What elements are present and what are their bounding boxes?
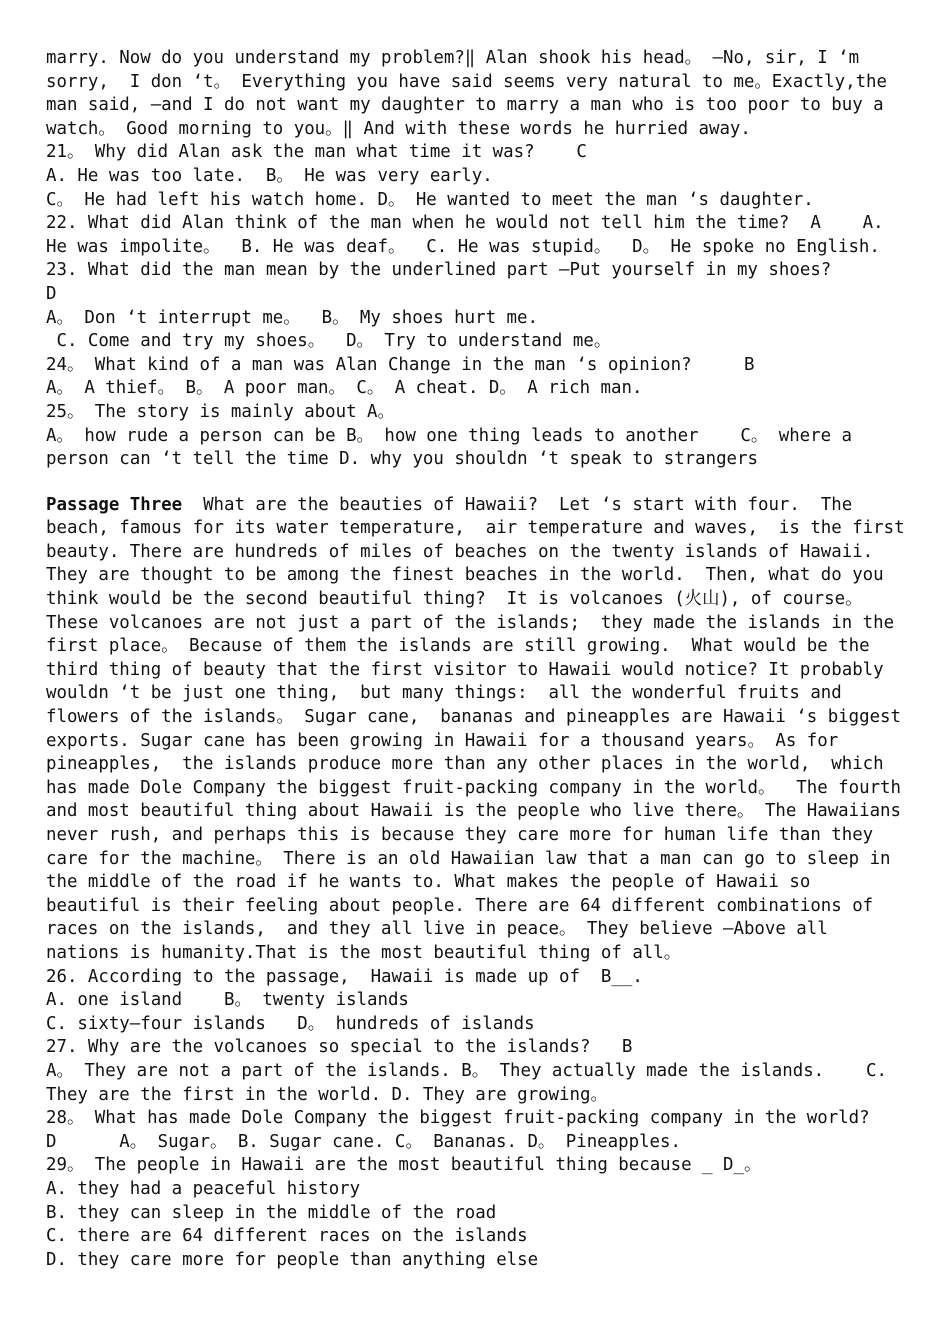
- question-27: 27. Why are the volcanoes so special to the islands? B: [46, 1037, 633, 1058]
- questions-21-25: [46, 141, 916, 471]
- text-line: has made Dole Company the biggest fruit-packing company in the world。 The fourth: [46, 777, 901, 798]
- text-line: the middle of the road if he wants to. What makes the people of Hawaii so: [46, 872, 811, 893]
- passage-three-heading: Passage Three: [46, 494, 183, 515]
- section-gap: [46, 472, 916, 494]
- text-line: and most beautiful thing about Hawaii is the people who live there。 The Hawaiians: [46, 801, 901, 822]
- question-22-options: He was impolite。 B. He was deaf。 C. He was stupid。 D。 He spoke no English.: [46, 236, 880, 257]
- question-29-option-c: C. there are 64 different races on the islands: [46, 1226, 528, 1247]
- question-27-options: They are the first in the world. D. They are growing。: [46, 1084, 608, 1105]
- text-line: care for the machine。 There is an old Hawaiian law that a man can go to sleep in: [46, 848, 891, 869]
- question-23: 23. What did the man mean by the underlined part —Put yourself in my shoes?: [46, 260, 832, 281]
- text-line: exports. Sugar cane has been growing in Hawaii for a thousand years。 As for: [46, 730, 839, 751]
- text-line: man said, —and I do not want my daughter to marry a man who is too poor to buy a: [46, 95, 884, 116]
- text-line: first place。 Because of them the islands are still growing. What would be the: [46, 636, 870, 657]
- question-28-options: D A。 Sugar。 B. Sugar cane. C。 Bananas. D。 Pineapples.: [46, 1131, 681, 1152]
- text-line: third thing of beauty that the first visitor to Hawaii would notice? It probably: [46, 659, 884, 680]
- question-24: 24。 What kind of a man was Alan Change in the man ‘s opinion? B: [46, 354, 755, 375]
- text-line: flowers of the islands。 Sugar cane, bananas and pineapples are Hawaii ‘s biggest: [46, 707, 901, 728]
- text-line: pineapples, the islands produce more than any other places in the world, which: [46, 754, 884, 775]
- question-21: 21。 Why did Alan ask the man what time it was? C: [46, 142, 587, 163]
- question-25-options: A。 how rude a person can be B。 how one thing leads to another C。 where a: [46, 425, 853, 446]
- text-line: never rush, and perhaps this is because they care more for human life than they: [46, 825, 874, 845]
- question-29-option-d: D. they care more for people than anything else: [46, 1249, 539, 1270]
- question-22: 22. What did Alan think of the man when he would not tell him the time? A A.: [46, 213, 884, 234]
- text-line: nations is humanity.That is the most beautiful thing of all。: [46, 942, 682, 963]
- question-25-options: person can ‘t tell the time D. why you shouldn ‘t speak to strangers: [46, 449, 758, 470]
- text-line: races on the islands, and they all live in peace。 They believe —Above all: [46, 919, 828, 940]
- text-line: sorry, I don ‘t。 Everything you have said seems very natural to me。Exactly,the: [46, 71, 887, 92]
- text-line: beautiful is their feeling about people. There are 64 different combinations of: [46, 895, 874, 916]
- question-28: 28。 What has made Dole Company the biggest fruit-packing company in the world?: [46, 1108, 870, 1129]
- question-21-options: C。 He had left his watch home. D。 He wanted to meet the man ‘s daughter.: [46, 189, 814, 210]
- text-line: These volcanoes are not just a part of the islands; they made the islands in the: [46, 612, 895, 633]
- text-line: think would be the second beautiful thing? It is volcanoes (火山), of course。: [46, 589, 863, 610]
- question-23-options: A。 Don ‘t interrupt me。 B。 My shoes hurt me.: [46, 307, 538, 328]
- text-line: wouldn ‘t be just one thing, but many things: all the wonderful fruits and: [46, 683, 842, 704]
- text-line: beauty. There are hundreds of miles of beaches on the twenty islands of Hawaii.: [46, 541, 874, 562]
- text-line: They are thought to be among the finest beaches in the world. Then, what do you: [46, 565, 884, 586]
- question-29-option-b: B. they can sleep in the middle of the road: [46, 1202, 497, 1223]
- question-21-options: A. He was too late. B。 He was very early.: [46, 165, 493, 186]
- questions-26-29: [46, 966, 916, 1273]
- question-29: 29。 The people in Hawaii are the most beautiful thing because _ D_。: [46, 1155, 762, 1176]
- passage-three-intro: What are the beauties of Hawaii? Let ‘s start with four. The: [182, 494, 853, 515]
- question-27-options: A。 They are not a part of the islands. B。 They actually made the islands. C.: [46, 1060, 887, 1081]
- text-line: watch。 Good morning to you。‖ And with these words he hurried away.: [46, 118, 751, 139]
- text-line: beach, famous for its water temperature, air temperature and waves, is the first: [46, 518, 905, 539]
- passage-three-first-line: [46, 494, 916, 518]
- question-26: 26. According to the passage, Hawaii is made up of B__.: [46, 966, 643, 987]
- passage-two-ending: [46, 47, 916, 141]
- text-line: marry. Now do you understand my problem?‖ Alan shook his head。 —No, sir, I ‘m: [46, 48, 860, 68]
- question-29-option-a: A. they had a peaceful history: [46, 1178, 361, 1199]
- question-26-options: A. one island B。 twenty islands: [46, 990, 409, 1011]
- passage-three: [46, 494, 916, 966]
- question-24-options: A。 A thief。 B。 A poor man。 C。 A cheat. D。 A rich man.: [46, 378, 643, 399]
- document-page: [46, 47, 916, 1272]
- question-26-options: C. sixty—four islands D。 hundreds of islands: [46, 1013, 535, 1034]
- question-23-answer: D: [46, 283, 57, 304]
- question-25: 25。 The story is mainly about A。: [46, 401, 395, 422]
- question-23-options: C. Come and try my shoes。 D。 Try to understand me。: [46, 331, 612, 352]
